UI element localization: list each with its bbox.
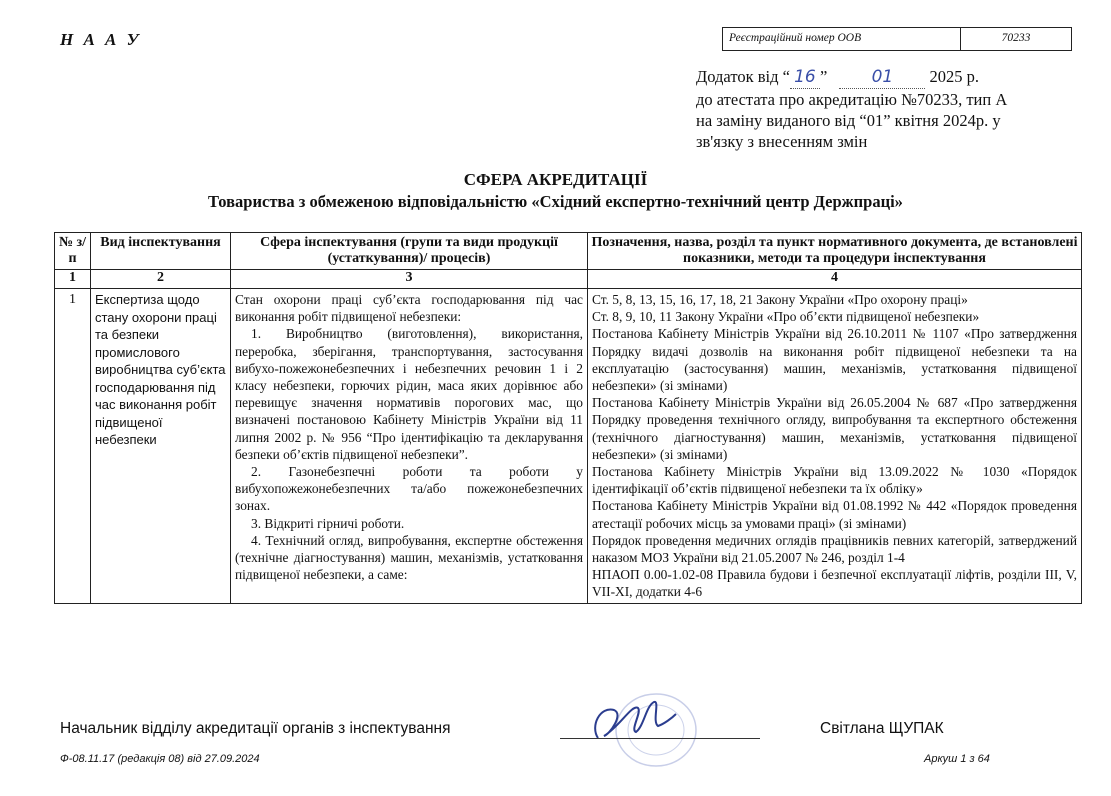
- org-acronym: Н А А У: [60, 30, 142, 49]
- table-header-row: [55, 233, 1082, 270]
- scope-paragraph: 2. Газонебезпечні роботи та роботи у вибухопожежонебезпечних та/або пожежонебезпечних зонах.: [235, 464, 583, 514]
- form-reference: Ф-08.11.17 (редакція 08) від 27.09.2024: [60, 753, 260, 765]
- header-scope: Сфера інспектування (групи та види продукції (устаткування)/ процесів): [231, 233, 588, 270]
- sheet-number: Аркуш 1 з 64: [924, 753, 990, 765]
- table-row: [55, 289, 1082, 604]
- scope-paragraph: Стан охорони праці суб’єкта господарювання під час виконання робіт підвищеної небезпеки:: [235, 292, 583, 325]
- document-reference: Постанова Кабінету Міністрів України від 26.10.2011 № 1107 «Про затвердження Порядку видачі дозволів на виконання робіт підвищеної небезпеки та на експлуатацію (застосування) машин, механізмів, устатковання підвищеної небезпеки» (зі змінами): [592, 326, 1077, 394]
- addendum-line-3: на заміну виданого від “01” квітня 2024р. у: [696, 111, 1001, 130]
- document-reference: Порядок проведення медичних оглядів працівників певних категорій, затверджений наказом МОЗ України від 21.05.2007 № 246, розділ 1-4: [592, 532, 1077, 566]
- document-title: СФЕРА АКРЕДИТАЦІЇ: [463, 170, 648, 189]
- scope-paragraph: 3. Відкриті гірничі роботи.: [251, 515, 405, 531]
- inspection-type: Експертиза щодо стану охорони праці та безпеки промислового виробництва суб’єкта господарювання під час виконання робіт підвищеної небезпеки: [91, 289, 231, 604]
- addendum-quote: ”: [819, 67, 828, 86]
- addendum-day: 16: [790, 67, 820, 89]
- addendum-line-4: зв'язку з внесенням змін: [696, 132, 868, 151]
- addendum-block: [696, 66, 1076, 152]
- registration-box: [722, 27, 1072, 51]
- document-reference: Постанова Кабінету Міністрів України від 26.05.2004 № 687 «Про затвердження Порядку проведення технічного огляду, випробування та експертного обстеження (технічного діагностування) машин, механізмів, устатковання підвищеної небезпеки» (зі змінами): [592, 395, 1077, 462]
- scope-paragraph: 4. Технічний огляд, випробування, експертне обстеження (технічне діагностування) машин, механізмів, устатковання підвищеної небезпеки, а саме:: [235, 532, 583, 583]
- normative-documents: [588, 289, 1082, 604]
- document-reference: Ст. 5, 8, 13, 15, 16, 17, 18, 21 Закону України «Про охорону праці»: [592, 292, 968, 307]
- document-reference: Постанова Кабінету Міністрів України від 01.08.1992 № 442 «Порядок проведення атестації робочих місць за умовами праці» (зі змінами): [592, 498, 1077, 531]
- addendum-line-2: до атестата про акредитацію №70233, тип А: [696, 90, 1008, 109]
- signatory-role: Начальник відділу акредитації органів з інспектування: [60, 720, 451, 737]
- registration-number: 70233: [1001, 32, 1031, 44]
- column-number: 1: [55, 270, 91, 289]
- header-type: Вид інспектування: [91, 233, 231, 270]
- signature-line: [560, 738, 760, 739]
- column-number: 3: [231, 270, 588, 289]
- addendum-year: 2025 р.: [929, 67, 980, 86]
- addendum-date-line: [696, 66, 1076, 89]
- document-reference: Постанова Кабінету Міністрів України від 13.09.2022 № 1030 «Порядок ідентифікації об’єктів підвищеної небезпеки та їх обліку»: [592, 464, 1077, 497]
- scope-paragraph: 1. Виробництво (виготовлення), використання, переробка, зберігання, транспортування, застосування вибухо-пожежонебезпечних і небезпечних речовин 1 і 2 класу небезпеки, горючих рідин, маса яких дорівнює або перевищує значення нормативів порогових мас, що визначені постановою Кабінету Міністрів України від 11 липня 2002 р. № 956 “Про ідентифікацію та декларування безпеки об’єктів підвищеної небезпеки”.: [235, 326, 583, 462]
- column-number: 4: [588, 270, 1082, 289]
- column-number: 2: [91, 270, 231, 289]
- addendum-prefix: Додаток від “: [696, 67, 790, 86]
- registration-label: Реєстраційний номер ООВ: [723, 28, 961, 50]
- accreditation-table: [54, 232, 1082, 604]
- document-subtitle: Товариства з обмеженою відповідальністю «Східний експертно-технічний центр Держпраці»: [208, 192, 903, 211]
- signatory-name: Світлана ЩУПАК: [820, 720, 944, 737]
- header-documents: Позначення, назва, розділ та пункт нормативного документа, де встановлені показники, методи та процедури інспектування: [588, 233, 1082, 270]
- addendum-month: 01: [839, 67, 925, 89]
- row-number: 1: [55, 289, 91, 604]
- document-reference: Ст. 8, 9, 10, 11 Закону України «Про об’єкти підвищеної небезпеки»: [592, 309, 980, 325]
- header-number: № з/п: [55, 233, 91, 270]
- inspection-scope: [231, 289, 588, 604]
- document-reference: НПАОП 0.00-1.02-08 Правила будови і безпечної експлуатації ліфтів, розділи III, V, VII-XI, додатки 4-6: [592, 567, 1077, 600]
- column-number-row: [55, 270, 1082, 289]
